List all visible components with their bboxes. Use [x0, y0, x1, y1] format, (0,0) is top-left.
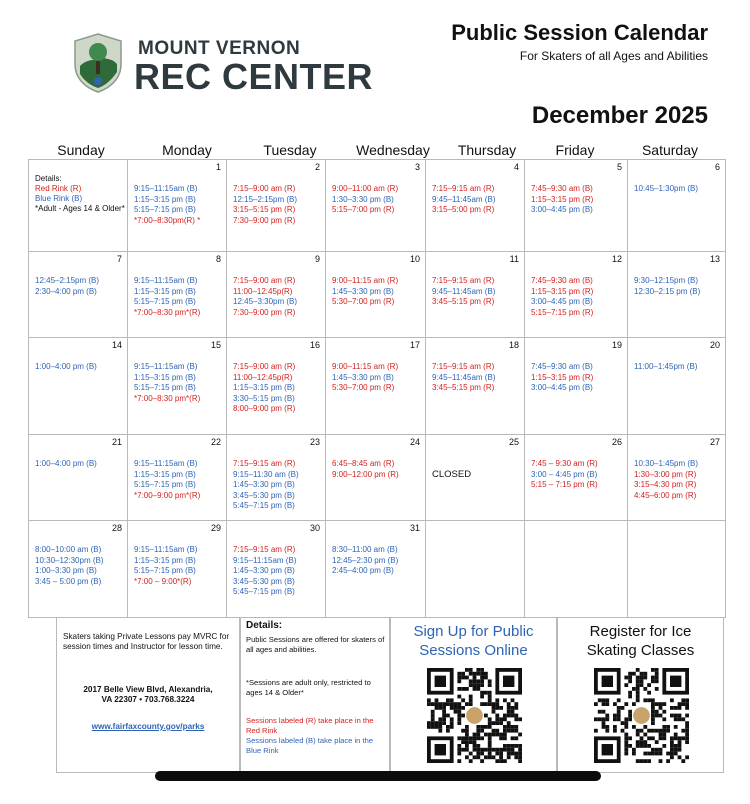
session-time: 9:45–11:45am (B)	[432, 372, 496, 382]
day-number: 9	[314, 254, 320, 264]
session-time: 11:00–12:45p(R)	[233, 372, 293, 382]
day-number: 5	[616, 162, 622, 172]
session-time: 3:45–5:30 pm (B)	[233, 490, 295, 500]
session-time: 5:30–7:00 pm (R)	[332, 297, 395, 306]
day-number: 14	[111, 340, 122, 350]
session-list	[531, 184, 623, 216]
session-list	[332, 276, 421, 308]
calendar-day-cell	[524, 434, 628, 521]
session-time: 10:45–1:30pm (B)	[634, 184, 699, 193]
footer-info-box	[56, 617, 240, 773]
session-time: 5:15–7:15 pm (B)	[134, 205, 196, 214]
qr-code-icon[interactable]	[594, 668, 689, 763]
session-time: 3:00–4:45 pm (B)	[531, 383, 593, 392]
session-list	[134, 459, 222, 501]
session-time: 1:15–3:15 pm (R)	[531, 194, 594, 204]
session-time: 5:15–7:15 pm (B)	[134, 297, 196, 306]
day-number: 8	[215, 254, 221, 264]
calendar-day-cell	[226, 159, 326, 252]
session-time: 1:45–3:30 pm (B)	[332, 286, 394, 296]
session-time: 7:15–9:00 am (R)	[233, 276, 296, 285]
session-time: 5:15–7:15 pm (B)	[134, 566, 196, 575]
calendar-day-cell	[127, 159, 227, 252]
session-time: 9:00–12:00 pm (R)	[332, 469, 399, 479]
session-time: 9:45–11:45am (B)	[432, 286, 496, 296]
session-time: 7:45–9:30 am (B)	[531, 276, 593, 285]
qr-code-icon[interactable]	[427, 668, 522, 763]
session-time: 9:15–11:15am (B)	[134, 184, 198, 193]
day-number: 4	[513, 162, 519, 172]
session-time: 3:00 – 4:45 pm (B)	[531, 469, 598, 479]
day-number: 10	[409, 254, 420, 264]
day-name-monday: Monday	[162, 142, 212, 158]
session-time: 8:00–10:00 am (B)	[35, 545, 102, 554]
calendar-day-cell	[627, 159, 726, 252]
session-time: 7:15–9:15 am (R)	[432, 184, 495, 193]
day-name-saturday: Saturday	[641, 142, 699, 158]
session-time: 1:15–3:15 pm (B)	[134, 469, 196, 479]
signup-title[interactable]: Sign Up for Public Sessions Online	[413, 623, 534, 659]
session-time: 1:30–3:30 pm (B)	[332, 194, 394, 204]
calendar-day-cell	[425, 520, 525, 618]
session-time: 7:45 – 9:30 am (R)	[531, 459, 598, 468]
day-number: 13	[709, 254, 720, 264]
session-time: 1:15–3:15 pm (B)	[134, 372, 196, 382]
session-time: 3:45–5:15 pm (R)	[432, 383, 495, 392]
session-time: 1:15–3:15 pm (B)	[134, 286, 196, 296]
session-list	[634, 276, 721, 297]
session-time: 3:00–4:45 pm (B)	[531, 297, 593, 306]
day-number: 17	[409, 340, 420, 350]
session-list	[531, 362, 623, 394]
day-number: 28	[111, 523, 122, 533]
day-name-wednesday: Wednesday	[356, 142, 430, 158]
legend-heading: Details:	[35, 174, 62, 183]
day-number: 16	[309, 340, 320, 350]
home-indicator-bar	[155, 771, 601, 781]
session-time: 12:45–2:30 pm (B)	[332, 555, 399, 565]
details-public-sessions: Public Sessions are offered for skaters of all ages and abilities.	[246, 635, 385, 654]
session-time: 1:45–3:30 pm (B)	[332, 372, 394, 382]
session-list	[634, 184, 721, 195]
session-time: 9:45–11:45am (B)	[432, 194, 496, 204]
day-name-thursday: Thursday	[457, 142, 517, 158]
session-list	[233, 362, 321, 415]
session-list	[432, 362, 520, 394]
session-list	[332, 362, 421, 394]
day-name-friday: Friday	[555, 142, 595, 158]
session-time: 7:45–9:30 am (B)	[531, 184, 593, 193]
calendar-day-cell	[127, 520, 227, 618]
calendar-day-cell	[325, 520, 426, 618]
session-time: 3:45 – 5:00 pm (B)	[35, 576, 102, 586]
session-time: 9:00–11:15 am (R)	[332, 276, 399, 285]
session-time: 3:15–5:00 pm (R)	[432, 205, 495, 214]
session-time: 9:15–11:15am (B)	[134, 276, 198, 285]
session-time: 2:30–4:00 pm (B)	[35, 286, 97, 296]
legend-adult-note: *Adult - Ages 14 & Older*	[35, 204, 125, 213]
session-time: 12:45–3:30pm (B)	[233, 297, 298, 306]
register-box	[557, 617, 724, 773]
day-number: 27	[709, 437, 720, 447]
session-time: 9:15–11:30 am (B)	[233, 469, 299, 479]
day-number: 31	[409, 523, 420, 533]
session-time: 1:15–3:15 pm (B)	[134, 194, 196, 204]
session-time: 5:30–7:00 pm (R)	[332, 383, 395, 392]
calendar-day-cell	[226, 251, 326, 338]
session-list	[134, 184, 222, 226]
session-time: *7:00 – 9:00*(R)	[134, 576, 192, 586]
session-list	[35, 362, 123, 373]
session-time: 1:00–3:30 pm (B)	[35, 566, 97, 575]
session-list	[634, 362, 721, 373]
session-time: 3:15–5:15 pm (R)	[233, 205, 296, 214]
day-name-tuesday: Tuesday	[263, 142, 317, 158]
calendar-day-cell	[524, 337, 628, 435]
session-time: 9:00–11:15 am (R)	[332, 362, 399, 371]
session-list	[432, 276, 520, 308]
session-time: 1:15–3:15 pm (B)	[233, 383, 295, 392]
day-number: 15	[210, 340, 221, 350]
day-number: 26	[611, 437, 622, 447]
session-time: 3:45–5:15 pm (R)	[432, 297, 495, 306]
session-list	[332, 184, 421, 216]
calendar-day-cell	[627, 337, 726, 435]
session-time: 7:30–9:00 pm (R)	[233, 215, 296, 225]
session-time: *7:00–8:30 pm*(R)	[134, 307, 201, 317]
session-time: 1:30–3:00 pm (R)	[634, 469, 697, 479]
details-blue-rink: Sessions labeled (B) take place in the Blue Rink	[246, 736, 374, 755]
day-number: 18	[508, 340, 519, 350]
calendar-day-cell	[325, 434, 426, 521]
calendar-day-cell	[226, 520, 326, 618]
session-list	[35, 276, 123, 297]
calendar-day-cell	[28, 434, 128, 521]
calendar-day-cell	[127, 337, 227, 435]
session-list	[134, 362, 222, 404]
day-number: 21	[111, 437, 122, 447]
session-list	[531, 276, 623, 318]
session-time: 1:00–4:00 pm (B)	[35, 459, 97, 468]
day-number: 30	[309, 523, 320, 533]
session-time: 1:45–3:30 pm (B)	[233, 566, 295, 575]
session-time: 9:15–11:15am (B)	[134, 545, 198, 554]
session-time: 12:30–2:15 pm (B)	[634, 286, 701, 296]
session-time: 11:00–12:45p(R)	[233, 286, 293, 296]
calendar-day-cell	[325, 251, 426, 338]
session-time: 1:15–3:15 pm (R)	[531, 286, 594, 296]
logo-text-top: MOUNT VERNON	[138, 38, 301, 59]
session-time: 7:15–9:15 am (R)	[432, 362, 495, 371]
session-time: 1:15–3:15 pm (R)	[531, 372, 594, 382]
session-list	[134, 545, 222, 587]
legend-details	[30, 160, 126, 250]
signup-box	[390, 617, 557, 773]
session-time: *7:00–9:00 pm*(R)	[134, 490, 201, 500]
session-time: 10:30–1:45pm (B)	[634, 459, 699, 468]
session-list	[233, 184, 321, 226]
session-time: 11:00–1:45pm (B)	[634, 362, 698, 371]
calendar-day-cell	[425, 337, 525, 435]
session-list	[332, 459, 421, 480]
calendar-day-cell	[425, 434, 525, 521]
session-time: 5:15 – 7:15 pm (R)	[531, 480, 598, 489]
session-time: 12:45–2:15pm (B)	[35, 276, 100, 285]
day-number: 6	[714, 162, 720, 172]
day-number: 19	[611, 340, 622, 350]
session-list	[332, 545, 421, 577]
session-time: 5:15–7:00 pm (R)	[332, 205, 395, 214]
session-time: 5:15–7:15 pm (B)	[134, 480, 196, 489]
session-list	[35, 459, 123, 470]
calendar-day-cell	[627, 251, 726, 338]
session-time: 7:45–9:30 am (B)	[531, 362, 593, 371]
day-number: 3	[414, 162, 420, 172]
session-time: 9:15–11:15am (B)	[134, 459, 198, 468]
session-time: 3:30–5:15 pm (B)	[233, 393, 295, 403]
day-number: 1	[215, 162, 221, 172]
session-time: 3:15–4:30 pm (R)	[634, 480, 697, 489]
session-time: 10:30–12:30pm (B)	[35, 555, 104, 565]
calendar-day-cell	[627, 434, 726, 521]
day-number: 22	[210, 437, 221, 447]
day-number: 7	[116, 254, 122, 264]
session-time: 2:45–4:00 pm (B)	[332, 566, 394, 575]
address-text: 2017 Belle View Blvd, Alexandria, VA 22307 • 703.768.3224	[83, 685, 213, 704]
session-time: *7:00–8:30 pm*(R)	[134, 393, 201, 403]
calendar-day-cell	[524, 159, 628, 252]
calendar-day-cell	[524, 251, 628, 338]
session-time: 8:00–9:00 pm (R)	[233, 404, 296, 413]
calendar-day-cell	[325, 159, 426, 252]
session-time: 6:45–8:45 am (R)	[332, 459, 395, 468]
calendar-day-cell	[325, 337, 426, 435]
calendar-day-cell	[226, 337, 326, 435]
calendar-day-cell	[226, 434, 326, 521]
calendar-day-cell	[425, 159, 525, 252]
day-number: 24	[409, 437, 420, 447]
rec-center-logo	[70, 30, 380, 100]
details-heading: Details:	[246, 620, 283, 631]
session-list	[233, 545, 321, 598]
legend-blue-rink: Blue Rink (B)	[35, 194, 83, 203]
session-list	[134, 276, 222, 318]
session-list	[233, 276, 321, 318]
calendar-day-cell	[127, 434, 227, 521]
session-time: 7:15–9:00 am (R)	[233, 362, 296, 371]
session-time: 5:15–7:15 pm (R)	[531, 307, 594, 317]
session-time: 7:15–9:00 am (R)	[233, 184, 296, 193]
month-heading: December 2025	[531, 102, 708, 129]
calendar-day-cell	[627, 520, 726, 618]
session-time: 3:45–5:30 pm (B)	[233, 576, 295, 586]
day-name-sunday: Sunday	[57, 142, 105, 158]
day-number: 11	[509, 254, 519, 264]
logo-text-bottom: REC CENTER	[134, 56, 374, 97]
page-subtitle: For Skaters of all Ages and Abilities	[519, 49, 708, 63]
park-authority-badge-icon	[72, 32, 124, 94]
session-time: 5:45–7:15 pm (B)	[233, 501, 295, 510]
session-list	[432, 184, 520, 216]
session-time: 9:15–11:15am (B)	[233, 555, 297, 565]
session-time: 7:15–9:15 am (R)	[233, 459, 296, 468]
session-time: 5:45–7:15 pm (B)	[233, 587, 295, 596]
legend-red-rink: Red Rink (R)	[35, 184, 82, 193]
session-time: 5:15–7:15 pm (B)	[134, 383, 196, 392]
parks-link[interactable]: www.fairfaxcounty.gov/parks	[91, 722, 205, 731]
day-number: 23	[309, 437, 320, 447]
calendar-day-cell	[127, 251, 227, 338]
session-time: 7:30–9:00 pm (R)	[233, 307, 296, 317]
private-lessons-note: Skaters taking Private Lessons pay MVRC for session times and Instructor for lesson time.	[63, 632, 230, 651]
closed-label: CLOSED	[432, 469, 472, 480]
details-adult-only: *Sessions are adult only, restricted to ages 14 & Older*	[246, 678, 371, 697]
session-list	[35, 545, 123, 587]
day-number: 20	[709, 340, 720, 350]
session-time: 4:45–6:00 pm (R)	[634, 490, 697, 500]
day-number: 2	[314, 162, 320, 172]
register-title[interactable]: Register for Ice Skating Classes	[586, 623, 695, 659]
details-red-rink: Sessions labeled (R) take place in the Red Rink	[246, 716, 374, 735]
day-number: 29	[210, 523, 221, 533]
calendar-day-cell	[28, 520, 128, 618]
day-number: 25	[508, 437, 519, 447]
session-time: 9:15–11:15am (B)	[134, 362, 198, 371]
page-title: Public Session Calendar	[451, 20, 708, 45]
session-time: 9:00–11:00 am (R)	[332, 184, 399, 193]
session-time: 7:15–9:15 am (R)	[432, 276, 495, 285]
session-time: 1:45–3:30 pm (B)	[233, 480, 295, 489]
day-number: 12	[611, 254, 622, 264]
session-list	[634, 459, 721, 501]
calendar-day-cell	[28, 251, 128, 338]
calendar-day-cell	[28, 337, 128, 435]
session-list	[233, 459, 321, 512]
footer-details-box	[240, 617, 390, 773]
session-time: 1:15–3:15 pm (B)	[134, 555, 196, 565]
session-time: *7:00–8:30pm(R) *	[134, 215, 201, 225]
session-time: 1:00–4:00 pm (B)	[35, 362, 97, 371]
session-list	[531, 459, 623, 491]
session-time: 8:30–11:00 am (B)	[332, 545, 398, 554]
calendar-day-cell	[524, 520, 628, 618]
session-time: 9:30–12:15pm (B)	[634, 276, 699, 285]
session-time: 7:15–9:15 am (R)	[233, 545, 296, 554]
session-time: 3:00–4:45 pm (B)	[531, 205, 593, 214]
calendar-day-cell	[425, 251, 525, 338]
session-time: 12:15–2:15pm (B)	[233, 194, 298, 204]
